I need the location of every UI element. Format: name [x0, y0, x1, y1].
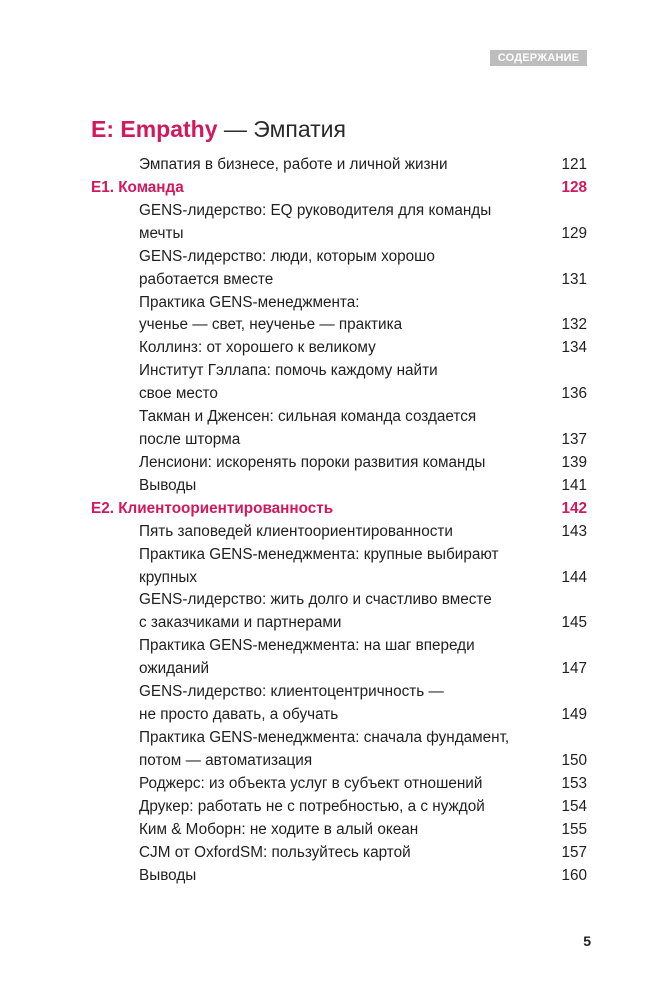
toc-entry-title: работается вместе — [139, 270, 274, 288]
toc-entry-title: с заказчиками и партнерами — [139, 614, 342, 632]
toc-entry-row[interactable] — [0, 841, 669, 864]
toc-entry-row[interactable] — [0, 749, 669, 772]
toc-entry-row[interactable] — [0, 726, 669, 749]
toc-page-number: 154 — [561, 797, 587, 815]
toc-page-number: 132 — [561, 316, 587, 334]
toc-entry-title: Эмпатия в бизнесе, работе и личной жизни — [139, 156, 448, 173]
toc-entry-row[interactable] — [0, 520, 669, 543]
toc-entry-row[interactable] — [0, 451, 669, 474]
toc-entry-row[interactable] — [0, 543, 669, 566]
toc-entry-title: Пять заповедей клиентоориентированности — [139, 522, 453, 540]
toc-entry-title: Ким & Моборн: не ходите в алый океан — [139, 820, 419, 838]
toc-entry-row[interactable] — [0, 864, 669, 887]
toc-page-number: 145 — [561, 614, 587, 632]
toc-entry-row[interactable] — [0, 680, 669, 703]
part-code: E: Empathy — [91, 116, 218, 142]
section-header-label: СОДЕРЖАНИЕ — [490, 50, 587, 66]
toc-entry-title: Ленсиони: искоренять пороки развития команды — [139, 453, 486, 471]
toc-page-number: 153 — [561, 774, 587, 792]
toc-page-number: 139 — [561, 453, 587, 471]
toc-entry-row[interactable] — [0, 703, 669, 726]
page-number: 5 — [583, 933, 591, 949]
toc-entry-row[interactable] — [0, 268, 669, 291]
toc-entry-title: после шторма — [139, 431, 241, 449]
toc-entry-row[interactable] — [0, 588, 669, 611]
toc-page-number: 142 — [561, 499, 587, 517]
toc-entry-title: GENS-лидерство: жить долго и счастливо вместе — [139, 591, 492, 609]
toc-entry-row[interactable] — [0, 245, 669, 268]
toc-page-number: 155 — [561, 820, 587, 838]
toc-entry-title: потом — автоматизация — [139, 751, 313, 769]
toc-entry-row[interactable] — [0, 818, 669, 841]
toc-page-number: 147 — [561, 660, 587, 678]
toc-entry-title: свое место — [139, 385, 218, 403]
toc-page-number: 131 — [561, 270, 587, 288]
toc-page-number: 129 — [561, 224, 587, 242]
toc-section-row[interactable] — [0, 497, 669, 520]
toc-page-number: 136 — [561, 385, 587, 403]
toc-page-number: 128 — [561, 178, 587, 196]
toc-entry-row[interactable] — [0, 657, 669, 680]
toc-entry-title: Практика GENS-менеджмента: — [139, 293, 360, 311]
toc-entry-row[interactable] — [0, 428, 669, 451]
toc-entry-title: Выводы — [139, 866, 197, 884]
toc-entry-title: Друкер: работать не с потребностью, а с нуждой — [139, 797, 485, 815]
part-name: — Эмпатия — [217, 116, 346, 142]
toc-entry-row[interactable] — [0, 313, 669, 336]
toc-entry-row[interactable] — [0, 222, 669, 245]
toc-page-number: 121 — [561, 156, 587, 173]
toc-entry-title: Практика GENS-менеджмента: на шаг впереди — [139, 637, 475, 655]
toc-entry-row[interactable] — [0, 474, 669, 497]
toc-entry-title: GENS-лидерство: клиентоцентричность — — [139, 683, 444, 701]
toc-entry-title: GENS-лидерство: EQ руководителя для команды — [139, 201, 492, 219]
toc-entry-title: мечты — [139, 224, 184, 242]
toc-page-number: 157 — [561, 843, 587, 861]
toc-entry-title: ученье — свет, неученье — практика — [139, 316, 403, 334]
toc-entry-row[interactable] — [0, 566, 669, 589]
toc-entry-title: крупных — [139, 568, 198, 586]
toc-entry-title: Выводы — [139, 476, 197, 494]
toc-page-number: 149 — [561, 706, 587, 724]
toc-page-number: 150 — [561, 751, 587, 769]
toc-entry-title: Роджерс: из объекта услуг в субъект отношений — [139, 774, 483, 792]
toc-entry-title: Практика GENS-менеджмента: крупные выбирают — [139, 545, 499, 563]
toc-entry-title: GENS-лидерство: люди, которым хорошо — [139, 247, 435, 265]
toc-entry-title: Практика GENS-менеджмента: сначала фундамент, — [139, 729, 510, 746]
toc-page-number: 144 — [561, 568, 587, 586]
toc-entry-row[interactable] — [0, 634, 669, 657]
toc-entry-title: Коллинз: от хорошего к великому — [139, 339, 376, 357]
toc-entry-row[interactable] — [0, 382, 669, 405]
toc-page-number: 160 — [561, 866, 587, 884]
toc-entry-row[interactable] — [0, 336, 669, 359]
toc-entry-row[interactable] — [0, 359, 669, 382]
toc-section-row[interactable] — [0, 176, 669, 199]
toc-page-number: 143 — [561, 522, 587, 540]
toc-page-number: 141 — [561, 476, 587, 494]
toc-entry-row[interactable] — [0, 291, 669, 314]
toc-section-title: E1. Команда — [91, 178, 184, 196]
toc-entry-row[interactable] — [0, 772, 669, 795]
toc-entry-title: Такман и Дженсен: сильная команда создается — [139, 408, 477, 426]
toc-entry-row[interactable] — [0, 611, 669, 634]
toc-entry-title: не просто давать, а обучать — [139, 706, 339, 724]
toc-section-title: E2. Клиентоориентированность — [91, 499, 334, 517]
toc-entry-title: Институт Гэллапа: помочь каждому найти — [139, 362, 438, 380]
toc-entry-row[interactable] — [0, 795, 669, 818]
toc-page-number: 134 — [561, 339, 587, 357]
toc-entry-row[interactable] — [0, 405, 669, 428]
toc-page-number: 137 — [561, 431, 587, 449]
toc-entry-title: CJM от OxfordSM: пользуйтесь картой — [139, 843, 411, 861]
part-title — [91, 116, 346, 143]
toc-entry-title: ожиданий — [139, 660, 210, 678]
toc-entry-row[interactable] — [0, 153, 669, 176]
toc-entry-row[interactable] — [0, 199, 669, 222]
